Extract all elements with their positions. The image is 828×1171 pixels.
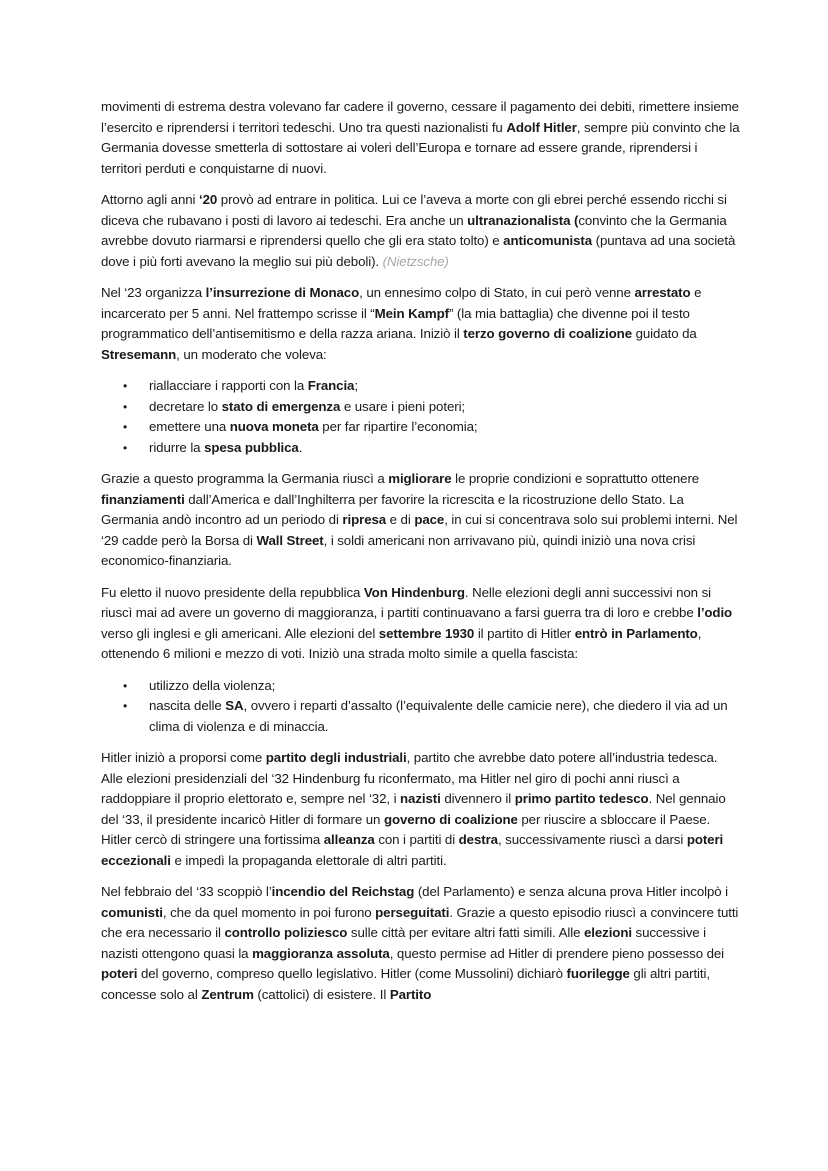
- text-run: ” (la mia battaglia) che divenne poi il testo programmatico dell’antisemitismo e della razza ariana. Iniziò il: [101, 305, 690, 341]
- bold-text: Mein Kampf: [374, 305, 449, 321]
- bold-text: destra: [458, 832, 498, 847]
- text-run: Hitler iniziò a proporsi come: [101, 750, 266, 765]
- bullet-list: [101, 376, 741, 458]
- paragraph: [101, 190, 741, 272]
- list-item: [101, 376, 741, 397]
- text-run: del governo, compreso quello legislativo. Hitler (come Mussolini) dichiarò: [137, 966, 567, 981]
- bold-text: ripresa: [342, 512, 387, 527]
- bold-text: ‘20: [199, 192, 218, 207]
- text-run: le proprie condizioni e soprattutto ottenere: [451, 471, 700, 486]
- text-run: , ottenendo 6 milioni e mezzo di voti. Iniziò una strada molto simile a quella fascista:: [101, 625, 702, 661]
- list-item: [101, 397, 741, 418]
- text-run: e incarcerato per 5 anni. Nel frattempo scrisse il “: [101, 285, 702, 321]
- bold-text: governo di coalizione: [383, 811, 518, 827]
- list-item: [101, 676, 741, 697]
- text-run: ridurre la: [149, 439, 205, 455]
- bold-text: Von Hindenburg: [363, 584, 465, 600]
- bold-text: arrestato: [634, 285, 691, 300]
- text-run: , partito che avrebbe dato potere all’industria tedesca. Alle elezioni presidenziali del ‘32 Hindenburg fu riconfermato, ma Hitler nel giro di pochi anni riuscì a raddoppiare il proprio elettorato e, sempre nel ‘32, i: [101, 750, 718, 806]
- bold-text: Wall Street: [256, 532, 324, 548]
- bold-text: Stresemann: [101, 346, 177, 362]
- bold-text: poteri: [101, 966, 138, 981]
- bold-text: incendio del Reichstag: [271, 884, 415, 899]
- text-run: il partito di Hitler: [474, 625, 575, 641]
- text-run: verso gli inglesi e gli americani. Alle elezioni del: [101, 625, 379, 641]
- text-run: .: [298, 439, 303, 455]
- bullet-icon: •: [123, 699, 128, 713]
- text-run: utilizzo della violenza;: [149, 677, 276, 693]
- text-run: Nel ‘23 organizza: [101, 285, 206, 300]
- text-run: , un ennesimo colpo di Stato, in cui però venne: [359, 285, 635, 300]
- text-run: divennero il: [440, 791, 515, 806]
- text-run: riallacciare i rapporti con la: [149, 378, 308, 393]
- bold-text: terzo governo di coalizione: [463, 326, 632, 341]
- document-page: [101, 97, 741, 1016]
- text-run: Grazie a questo programma la Germania riuscì a: [101, 471, 389, 486]
- text-run: . Nel gennaio del ‘33, il presidente incaricò Hitler di formare un: [101, 791, 726, 827]
- text-run: guidato da: [632, 326, 697, 341]
- paragraph: [101, 748, 741, 871]
- text-run: emettere una: [149, 419, 230, 434]
- text-run: per riuscire a sbloccare il Paese. Hitler cercò di stringere una fortissima: [101, 811, 711, 847]
- bold-text: elezioni: [583, 925, 632, 940]
- text-run: , i soldi americani non arrivavano più, quindi iniziò una nova crisi economico-finanziaria.: [101, 532, 696, 568]
- bold-text: Francia: [307, 378, 355, 393]
- list-item: [101, 417, 741, 438]
- bold-text: l’insurrezione di Monaco: [205, 285, 360, 300]
- list-item: [101, 438, 741, 459]
- text-run: e impedì la propaganda elettorale di altri partiti.: [170, 852, 447, 868]
- citation-note: (Nietzsche): [382, 253, 449, 269]
- bold-text: ultranazionalista (: [467, 212, 579, 228]
- bold-text: l’odio: [697, 605, 733, 620]
- bold-text: nuova moneta: [229, 419, 319, 434]
- paragraph: [101, 583, 741, 665]
- bold-text: pace: [414, 512, 445, 527]
- text-run: con i partiti di: [374, 832, 459, 847]
- text-run: . Nelle elezioni degli anni successivi non si riuscì mai ad avere un governo di maggioranza, i partiti continuavano a farsi guerra tra di loro e crebbe: [101, 584, 711, 620]
- text-run: (del Parlamento) e senza alcuna prova Hitler incolpò i: [414, 884, 729, 899]
- bullet-icon: •: [123, 678, 128, 693]
- text-run: , sempre più convinto che la Germania dovesse smetterla di sottostare ai voleri dell’Europa e tornare ad essere grande, riprendersi i territori perduti e conquistarne di nuovi.: [101, 119, 740, 176]
- text-run: sulle città per evitare altri fatti simili. Alle: [347, 925, 584, 940]
- bold-text: controllo poliziesco: [224, 925, 348, 940]
- bold-text: entrò in Parlamento: [574, 625, 698, 641]
- bullet-list: [101, 676, 741, 738]
- bullet-icon: •: [123, 440, 128, 455]
- text-run: ;: [354, 378, 358, 393]
- bold-text: fuorilegge: [566, 966, 630, 981]
- text-run: provò ad entrare in politica. Lui ce l’aveva a morte con gli ebrei perché essendo ricchi si diceva che rubavano i posti di lavoro ai tedeschi. Era anche un: [101, 192, 727, 228]
- paragraph: [101, 469, 741, 572]
- bold-text: spesa pubblica: [204, 439, 299, 455]
- bold-text: settembre 1930: [378, 625, 475, 641]
- text-run: per far ripartire l’economia;: [318, 419, 478, 434]
- text-run: , che da quel momento in poi furono: [162, 904, 376, 920]
- text-run: (puntava ad una società dove i più forti avevano la meglio sui più deboli).: [101, 233, 736, 269]
- bold-text: poteri eccezionali: [101, 832, 724, 868]
- text-run: dall’America e dall’Inghilterra per favorire la ricrescita e la ricostruzione dello Stato. La Germania andò incontro ad un periodo di: [101, 491, 684, 527]
- bold-text: stato di emergenza: [221, 398, 341, 414]
- text-run: , successivamente riuscì a darsi: [497, 832, 687, 847]
- text-run: , ovvero i reparti d’assalto (l’equivalente delle camicie nere), che diedero il via ad un clima di violenza e di minaccia.: [149, 698, 728, 734]
- text-run: , questo permise ad Hitler di prendere pieno possesso dei: [389, 945, 725, 961]
- text-run: e usare i pieni poteri;: [340, 398, 466, 414]
- paragraph: [101, 97, 741, 179]
- text-run: e di: [386, 512, 415, 527]
- text-run: successive i nazisti ottengono quasi la: [101, 925, 707, 961]
- list-item: [101, 696, 741, 737]
- text-run: gli altri partiti, concesse solo al: [101, 966, 710, 1002]
- text-run: Fu eletto il nuovo presidente della repubblica: [101, 584, 364, 600]
- bullet-icon: •: [123, 420, 128, 434]
- bold-text: partito degli industriali: [265, 750, 407, 765]
- bold-text: nazisti: [400, 791, 441, 806]
- bold-text: anticomunista: [503, 233, 593, 248]
- paragraph: [101, 283, 741, 365]
- bold-text: comunisti: [101, 904, 163, 920]
- bullet-icon: •: [123, 399, 128, 414]
- text-run: , un moderato che voleva:: [176, 346, 327, 362]
- bold-text: SA: [225, 698, 244, 713]
- bold-text: alleanza: [323, 832, 375, 847]
- bold-text: Adolf Hitler: [506, 119, 577, 135]
- bullet-icon: •: [123, 379, 128, 393]
- paragraph: [101, 882, 741, 1005]
- text-run: Nel febbraio del ‘33 scoppiò l’: [101, 884, 272, 899]
- text-run: decretare lo: [149, 398, 222, 414]
- bold-text: primo partito tedesco: [514, 791, 649, 806]
- text-run: Attorno agli anni: [101, 192, 199, 207]
- bold-text: finanziamenti: [101, 491, 185, 507]
- bold-text: migliorare: [388, 471, 452, 486]
- text-run: , in cui si concentrava solo sui problemi interni. Nel ‘29 cadde però la Borsa di: [101, 512, 738, 548]
- bold-text: Partito: [389, 986, 432, 1002]
- text-run: . Grazie a questo episodio riuscì a convincere tutti che era necessario il: [101, 904, 739, 940]
- bold-text: perseguitati: [375, 904, 450, 920]
- text-run: (cattolici) di esistere. Il: [253, 986, 390, 1002]
- bold-text: maggioranza assoluta: [252, 945, 390, 961]
- text-run: movimenti di estrema destra volevano far cadere il governo, cessare il pagamento dei debiti, rimettere insieme l’esercito e riprendersi i territori tedeschi. Uno tra questi nazionalisti fu: [101, 99, 739, 135]
- bold-text: Zentrum: [201, 986, 254, 1002]
- text-run: convinto che la Germania avrebbe dovuto riarmarsi e riprendersi quello che gli era stato tolto) e: [101, 212, 727, 248]
- text-run: nascita delle: [149, 698, 226, 713]
